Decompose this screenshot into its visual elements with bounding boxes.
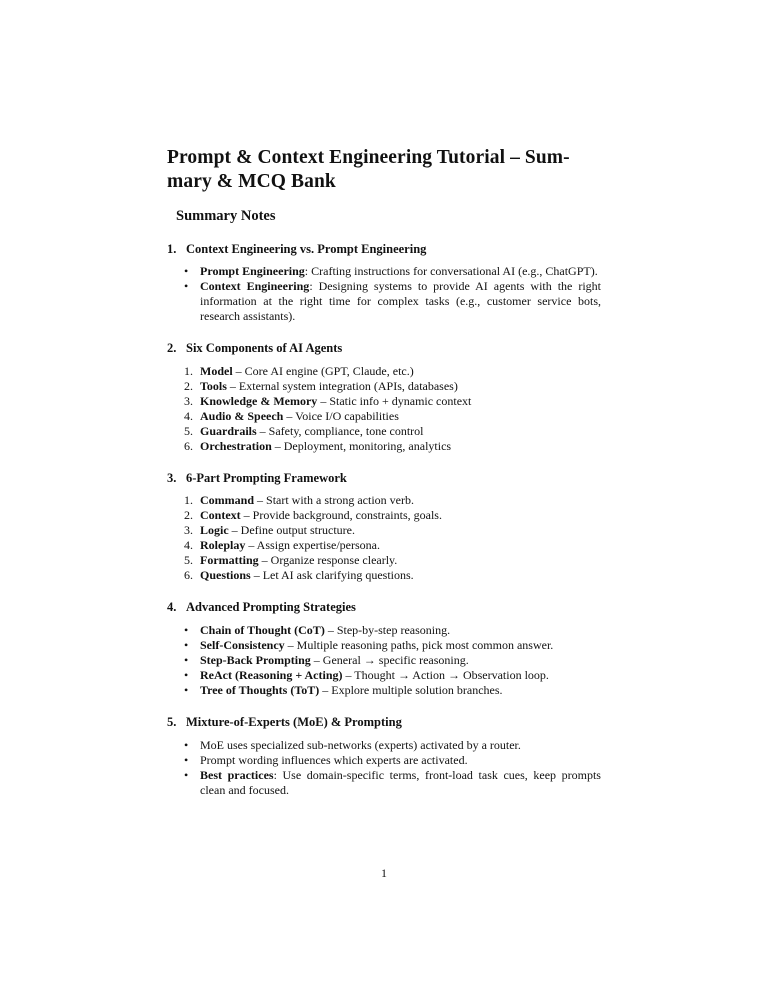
item-rest: – Organize response clearly.	[258, 553, 398, 568]
section-items	[167, 738, 601, 798]
item-text	[200, 653, 601, 668]
section-advanced-strategies	[167, 600, 601, 698]
item-rest: – General → specific reasoning.	[310, 653, 469, 668]
section-title: Mixture-of-Experts (MoE) & Prompting	[186, 715, 402, 730]
item-rest: – Multiple reasoning paths, pick most common answer.	[284, 638, 554, 653]
section-number: 4.	[167, 600, 177, 615]
item-lead: Model	[200, 363, 233, 378]
bullet-marker: •	[184, 752, 189, 767]
item-text	[200, 623, 601, 638]
item-lead: ReAct (Reasoning + Acting)	[200, 668, 343, 683]
number-marker: 1.	[184, 363, 193, 378]
item-lead: Formatting	[200, 553, 259, 568]
item-lead: Step-Back Prompting	[200, 653, 311, 668]
number-marker: 2.	[184, 378, 193, 393]
list-item	[167, 394, 601, 409]
item-lead: Context Engineering	[200, 279, 310, 294]
item-text	[200, 568, 601, 583]
list-item	[167, 768, 601, 798]
item-lead: Knowledge & Memory	[200, 393, 318, 408]
item-rest: Prompt wording influences which experts are activated.	[200, 752, 468, 767]
summary-notes-heading: Summary Notes	[176, 207, 276, 224]
section-prompting-framework	[167, 471, 601, 584]
item-text	[200, 753, 601, 768]
item-rest: – Safety, compliance, tone control	[256, 423, 424, 438]
item-lead: Prompt Engineering	[200, 264, 305, 279]
bullet-marker: •	[184, 623, 189, 638]
item-lead: Guardrails	[200, 423, 257, 438]
section-title: Six Components of AI Agents	[186, 341, 343, 356]
item-rest: – Static info + dynamic context	[317, 393, 472, 408]
item-text	[200, 508, 601, 523]
list-item	[167, 409, 601, 424]
item-rest: – Start with a strong action verb.	[254, 493, 414, 508]
number-marker: 4.	[184, 408, 193, 423]
item-rest: : Use domain-specific terms, front-load task cues, keep prompts clean and focused.	[200, 767, 601, 797]
section-number: 2.	[167, 341, 177, 356]
item-text	[200, 424, 601, 439]
item-text	[200, 394, 601, 409]
item-rest: – Voice I/O capabilities	[283, 408, 399, 423]
list-item	[167, 439, 601, 454]
list-item	[167, 553, 601, 568]
item-rest: – Core AI engine (GPT, Claude, etc.)	[232, 363, 414, 378]
list-item	[167, 753, 601, 768]
list-item	[167, 668, 601, 683]
item-lead: Chain of Thought (CoT)	[200, 623, 325, 638]
item-text	[200, 668, 601, 683]
list-item	[167, 493, 601, 508]
number-marker: 4.	[184, 538, 193, 553]
section-title: 6-Part Prompting Framework	[186, 470, 347, 485]
item-lead: Logic	[200, 523, 229, 538]
item-text	[200, 264, 601, 279]
document-title-line-2: mary & MCQ Bank	[167, 170, 336, 192]
item-rest: – External system integration (APIs, databases)	[226, 378, 458, 393]
bullet-marker: •	[184, 279, 189, 294]
item-lead: Best practices	[200, 767, 274, 782]
item-lead: Tree of Thoughts (ToT)	[200, 683, 320, 698]
list-item	[167, 568, 601, 583]
item-rest: – Provide background, constraints, goals.	[240, 508, 442, 523]
item-lead: Roleplay	[200, 538, 246, 553]
item-text	[200, 364, 601, 379]
section-heading	[167, 471, 601, 487]
list-item	[167, 538, 601, 553]
item-rest: – Define output structure.	[228, 523, 355, 538]
number-marker: 3.	[184, 393, 193, 408]
list-item	[167, 623, 601, 638]
list-item	[167, 738, 601, 753]
number-marker: 3.	[184, 523, 193, 538]
item-lead: Orchestration	[200, 438, 272, 453]
item-rest: – Assign expertise/persona.	[245, 538, 380, 553]
item-lead: Tools	[200, 378, 227, 393]
list-item	[167, 279, 601, 324]
bullet-marker: •	[184, 767, 189, 782]
item-rest: – Thought → Action → Observation loop.	[342, 668, 549, 683]
document-content	[167, 146, 601, 798]
list-item	[167, 424, 601, 439]
item-lead: Command	[200, 493, 255, 508]
bullet-marker: •	[184, 638, 189, 653]
number-marker: 5.	[184, 423, 193, 438]
section-items	[167, 264, 601, 324]
item-rest: – Let AI ask clarifying questions.	[250, 568, 414, 583]
section-six-components	[167, 341, 601, 454]
item-lead: Audio & Speech	[200, 408, 284, 423]
item-rest: – Deployment, monitoring, analytics	[271, 438, 452, 453]
section-items	[167, 493, 601, 583]
item-text	[200, 409, 601, 424]
section-heading	[167, 341, 601, 357]
section-items	[167, 364, 601, 454]
section-title: Context Engineering vs. Prompt Engineering	[186, 241, 427, 256]
section-number: 1.	[167, 241, 177, 256]
bullet-marker: •	[184, 653, 189, 668]
number-marker: 5.	[184, 553, 193, 568]
number-marker: 6.	[184, 438, 193, 453]
list-item	[167, 523, 601, 538]
item-rest: – Step-by-step reasoning.	[324, 623, 451, 638]
list-item	[167, 508, 601, 523]
item-text	[200, 493, 601, 508]
item-text	[200, 379, 601, 394]
item-lead: Self-Consistency	[200, 638, 285, 653]
list-item	[167, 638, 601, 653]
item-text	[200, 553, 601, 568]
list-item	[167, 264, 601, 279]
number-marker: 1.	[184, 493, 193, 508]
item-text	[200, 538, 601, 553]
page-number: 1	[381, 866, 387, 880]
bullet-marker: •	[184, 264, 189, 279]
bullet-marker: •	[184, 683, 189, 698]
section-heading	[167, 600, 601, 616]
item-text	[200, 523, 601, 538]
number-marker: 2.	[184, 508, 193, 523]
section-title: Advanced Prompting Strategies	[186, 600, 356, 615]
section-context-vs-prompt	[167, 242, 601, 325]
item-text	[200, 439, 601, 454]
section-heading	[167, 715, 601, 731]
list-item	[167, 653, 601, 668]
document-title-line-1: Prompt & Context Engineering Tutorial – Sum-	[167, 147, 570, 168]
list-item	[167, 683, 601, 698]
item-lead: Questions	[200, 568, 251, 583]
section-number: 5.	[167, 715, 177, 730]
item-rest: : Designing systems to provide AI agents with the right information at the right time for complex tasks (e.g., customer service bots, research assistants).	[200, 279, 601, 324]
document-title	[167, 146, 601, 194]
item-text	[200, 738, 601, 753]
list-item	[167, 379, 601, 394]
section-moe-prompting	[167, 715, 601, 798]
section-heading	[167, 242, 601, 258]
number-marker: 6.	[184, 568, 193, 583]
section-items	[167, 623, 601, 698]
item-text	[200, 638, 601, 653]
item-rest: MoE uses specialized sub-networks (experts) activated by a router.	[200, 737, 521, 752]
bullet-marker: •	[184, 737, 189, 752]
bullet-marker: •	[184, 668, 189, 683]
item-text	[200, 683, 601, 698]
list-item	[167, 364, 601, 379]
section-number: 3.	[167, 470, 177, 485]
item-rest: : Crafting instructions for conversational AI (e.g., ChatGPT).	[304, 264, 598, 279]
item-text	[200, 279, 601, 324]
item-lead: Context	[200, 508, 241, 523]
item-text	[200, 768, 601, 798]
item-rest: – Explore multiple solution branches.	[319, 683, 503, 698]
